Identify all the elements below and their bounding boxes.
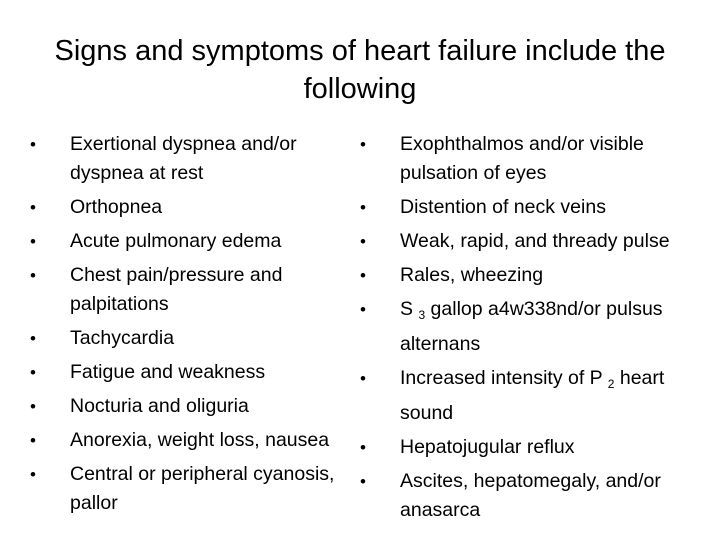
bullet-icon: •: [360, 266, 366, 285]
bullet-icon: •: [30, 232, 36, 251]
list-item: [28, 227, 348, 256]
list-item-text: Ascites, hepatomegaly, and/or anasarca: [400, 470, 661, 521]
gallop-prefix: S: [400, 298, 419, 320]
list-item: [28, 261, 348, 319]
bullet-icon: •: [30, 135, 36, 154]
bullet-icon: •: [30, 397, 36, 416]
list-item-text: Rales, wheezing: [400, 264, 544, 286]
list-item-text: [400, 367, 664, 424]
list-item: [28, 460, 348, 518]
p2-prefix: Increased intensity of P: [400, 367, 608, 389]
list-item-text: Central or peripheral cyanosis, pallor: [70, 463, 335, 514]
bullet-icon: •: [360, 198, 366, 217]
list-item: [358, 295, 694, 359]
p2-subscript: 2: [607, 377, 615, 391]
list-item-text: Chest pain/pressure and palpitations: [70, 264, 283, 315]
list-item: [358, 227, 694, 256]
list-item-text: Fatigue and weakness: [70, 361, 266, 383]
list-item-text: Orthopnea: [70, 196, 163, 218]
list-item: [358, 130, 694, 188]
list-item: [358, 364, 694, 428]
list-item: [358, 193, 694, 222]
bullet-icon: •: [360, 369, 366, 388]
bullet-icon: •: [360, 232, 366, 251]
gallop-subscript: 3: [418, 308, 426, 322]
bullet-icon: •: [30, 465, 36, 484]
bullet-icon: •: [360, 438, 366, 457]
list-item-text: Distention of neck veins: [400, 196, 606, 218]
list-item-text: Anorexia, weight loss, nausea: [70, 429, 330, 451]
list-item: [28, 426, 348, 455]
list-item: [358, 261, 694, 290]
bullet-icon: •: [30, 198, 36, 217]
right-bullet-list: [358, 130, 694, 530]
slide-title: [40, 32, 680, 108]
list-item-text: Weak, rapid, and thready pulse: [400, 230, 670, 252]
bullet-icon: •: [360, 300, 366, 319]
list-item: [28, 130, 348, 188]
list-item: [358, 433, 694, 462]
bullet-icon: •: [30, 363, 36, 382]
list-item-text: Exophthalmos and/or visible pulsation of eyes: [400, 133, 644, 184]
list-item-text: [400, 298, 663, 355]
bullet-icon: •: [360, 472, 366, 491]
bullet-icon: •: [30, 266, 36, 285]
title-line-1: Signs and symptoms of heart failure include the: [54, 35, 666, 67]
list-item-text: Hepatojugular reflux: [400, 436, 575, 458]
list-item-text: Acute pulmonary edema: [70, 230, 282, 252]
title-line-2: following: [303, 73, 417, 105]
list-item-text: Tachycardia: [70, 327, 175, 349]
list-item: [28, 392, 348, 421]
list-item-text: Nocturia and oliguria: [70, 395, 249, 417]
bullet-icon: •: [30, 329, 36, 348]
gallop-suffix: gallop a4w338nd/or pulsus alternans: [400, 298, 663, 355]
list-item-text: Exertional dyspnea and/or dyspnea at rest: [70, 133, 297, 184]
bullet-icon: •: [30, 431, 36, 450]
list-item: [28, 193, 348, 222]
list-item: [358, 467, 694, 525]
left-bullet-list: [28, 130, 348, 523]
list-item: [28, 324, 348, 353]
list-item: [28, 358, 348, 387]
bullet-icon: •: [360, 135, 366, 154]
p2-suffix: heart sound: [400, 367, 665, 424]
